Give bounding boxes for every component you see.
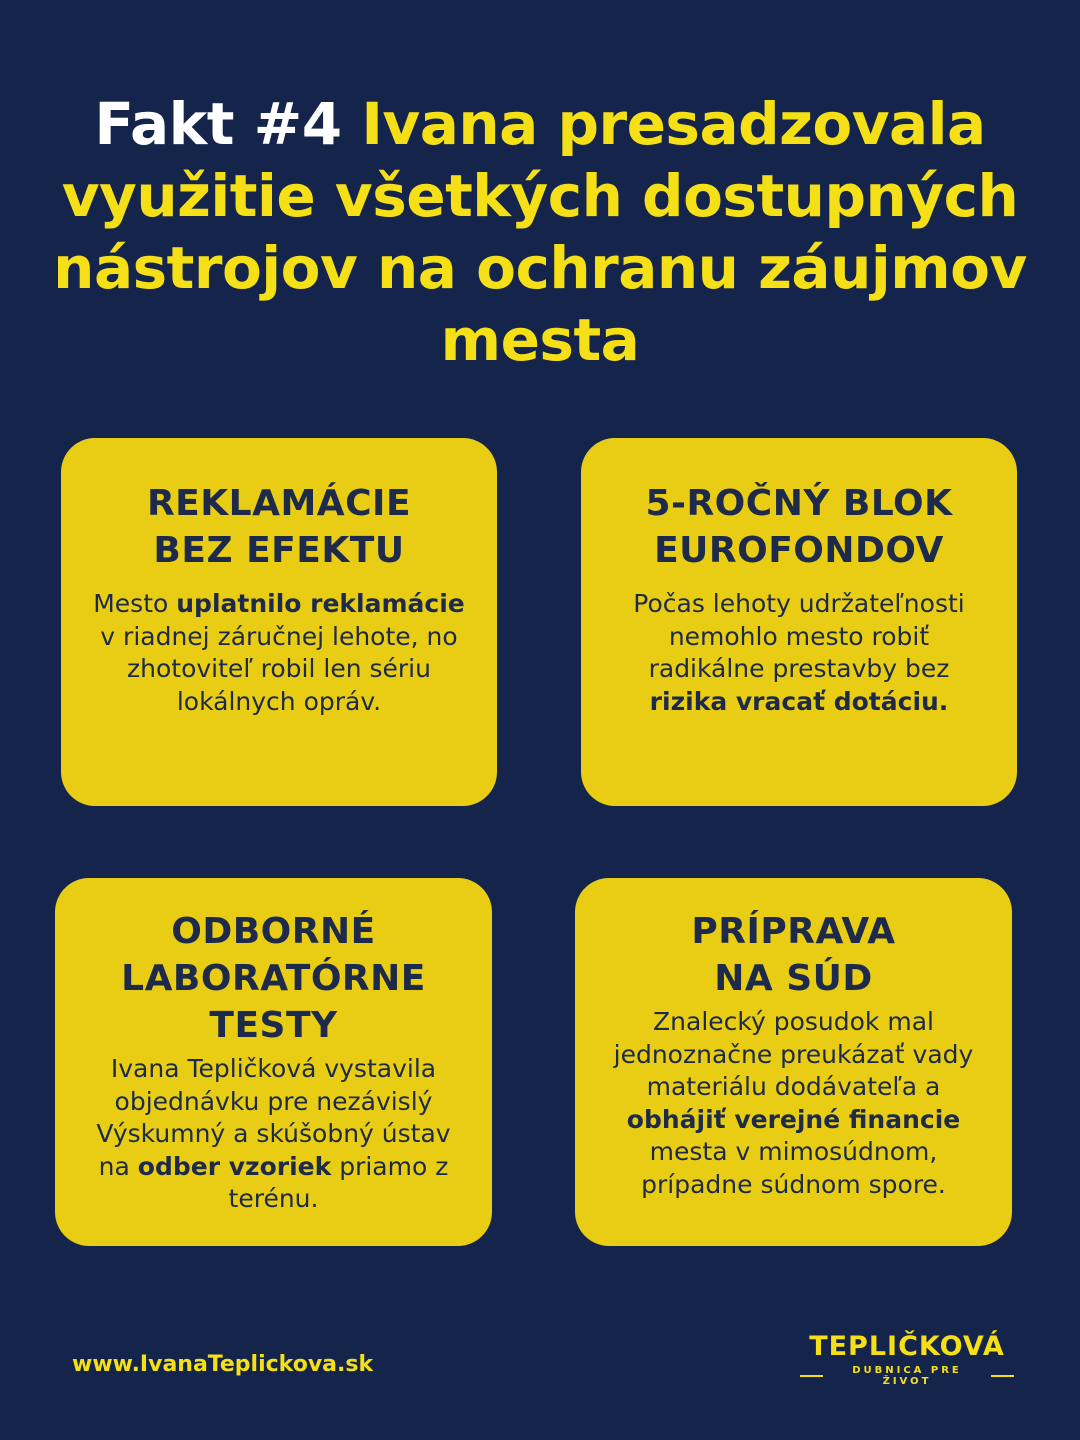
card-title-line: REKLAMÁCIE (146, 483, 412, 524)
card-body-highlight: odber vzoriek (137, 1151, 332, 1181)
card-title (83, 908, 464, 1049)
card-title (603, 908, 984, 1002)
logo-divider (991, 1375, 1014, 1377)
card-title-line: PRÍPRAVA (691, 911, 896, 952)
card-body-text: mesta v mimosúdnom, prípadne súdnom spore. (641, 1137, 946, 1199)
card-body-text: Ivana Tepličková vystavila objednávku pre nezávislý Výskumný a skúšobný ústav na (96, 1054, 451, 1181)
website-link[interactable]: www.IvanaTeplickova.sk (72, 1352, 374, 1377)
card-title-line: TESTY (209, 1005, 338, 1046)
card-body (89, 588, 469, 718)
card-title-line: BEZ EFEKTU (153, 530, 405, 571)
card-body (603, 1006, 984, 1201)
headline-text: Ivana presadzovala využitie všetkých dostupných nástrojov na ochranu záujmov mesta (53, 90, 1027, 374)
logo-divider (800, 1375, 823, 1377)
card-body-highlight: obhájiť verejné financie (626, 1104, 961, 1134)
headline (40, 88, 1040, 376)
card-body-text: Znalecký posudok mal jednoznačne preukázať vady materiálu dodávateľa a (613, 1007, 974, 1101)
card-title-line: NA SÚD (714, 958, 873, 999)
card-title (609, 480, 989, 574)
logo-name: TEPLIČKOVÁ (809, 1331, 1005, 1362)
card-body-text: priamo z terénu. (228, 1151, 449, 1213)
fact-card-sud (575, 878, 1012, 1246)
card-body-text: Mesto (93, 589, 177, 618)
logo-tagline-row (800, 1365, 1014, 1387)
card-body-highlight: rizika vracať dotáciu. (649, 686, 949, 716)
card-title-line: 5-ROČNÝ BLOK (645, 483, 953, 524)
card-body-text: v riadnej záručnej lehote, no zhotoviteľ robil len sériu lokálnych opráv. (100, 621, 458, 716)
fact-card-testy (55, 878, 492, 1246)
card-title (89, 480, 469, 574)
card-body (83, 1053, 464, 1216)
card-body-text: Počas lehoty udržateľnosti nemohlo mesto robiť radikálne prestavby bez (633, 589, 965, 683)
card-title-line: ODBORNÉ (171, 911, 376, 952)
card-body-highlight: uplatnilo reklamácie (176, 589, 465, 618)
headline-prefix: Fakt #4 (94, 90, 342, 158)
card-title-line: EUROFONDOV (654, 530, 944, 571)
card-body (609, 588, 989, 718)
fact-card-reklamacie (61, 438, 497, 806)
fact-card-eurofondy (581, 438, 1017, 806)
logo-tagline: DUBNICA PRE ŽIVOT (852, 1365, 962, 1387)
brand-logo (800, 1330, 1014, 1387)
card-title-line: LABORATÓRNE (121, 958, 426, 999)
